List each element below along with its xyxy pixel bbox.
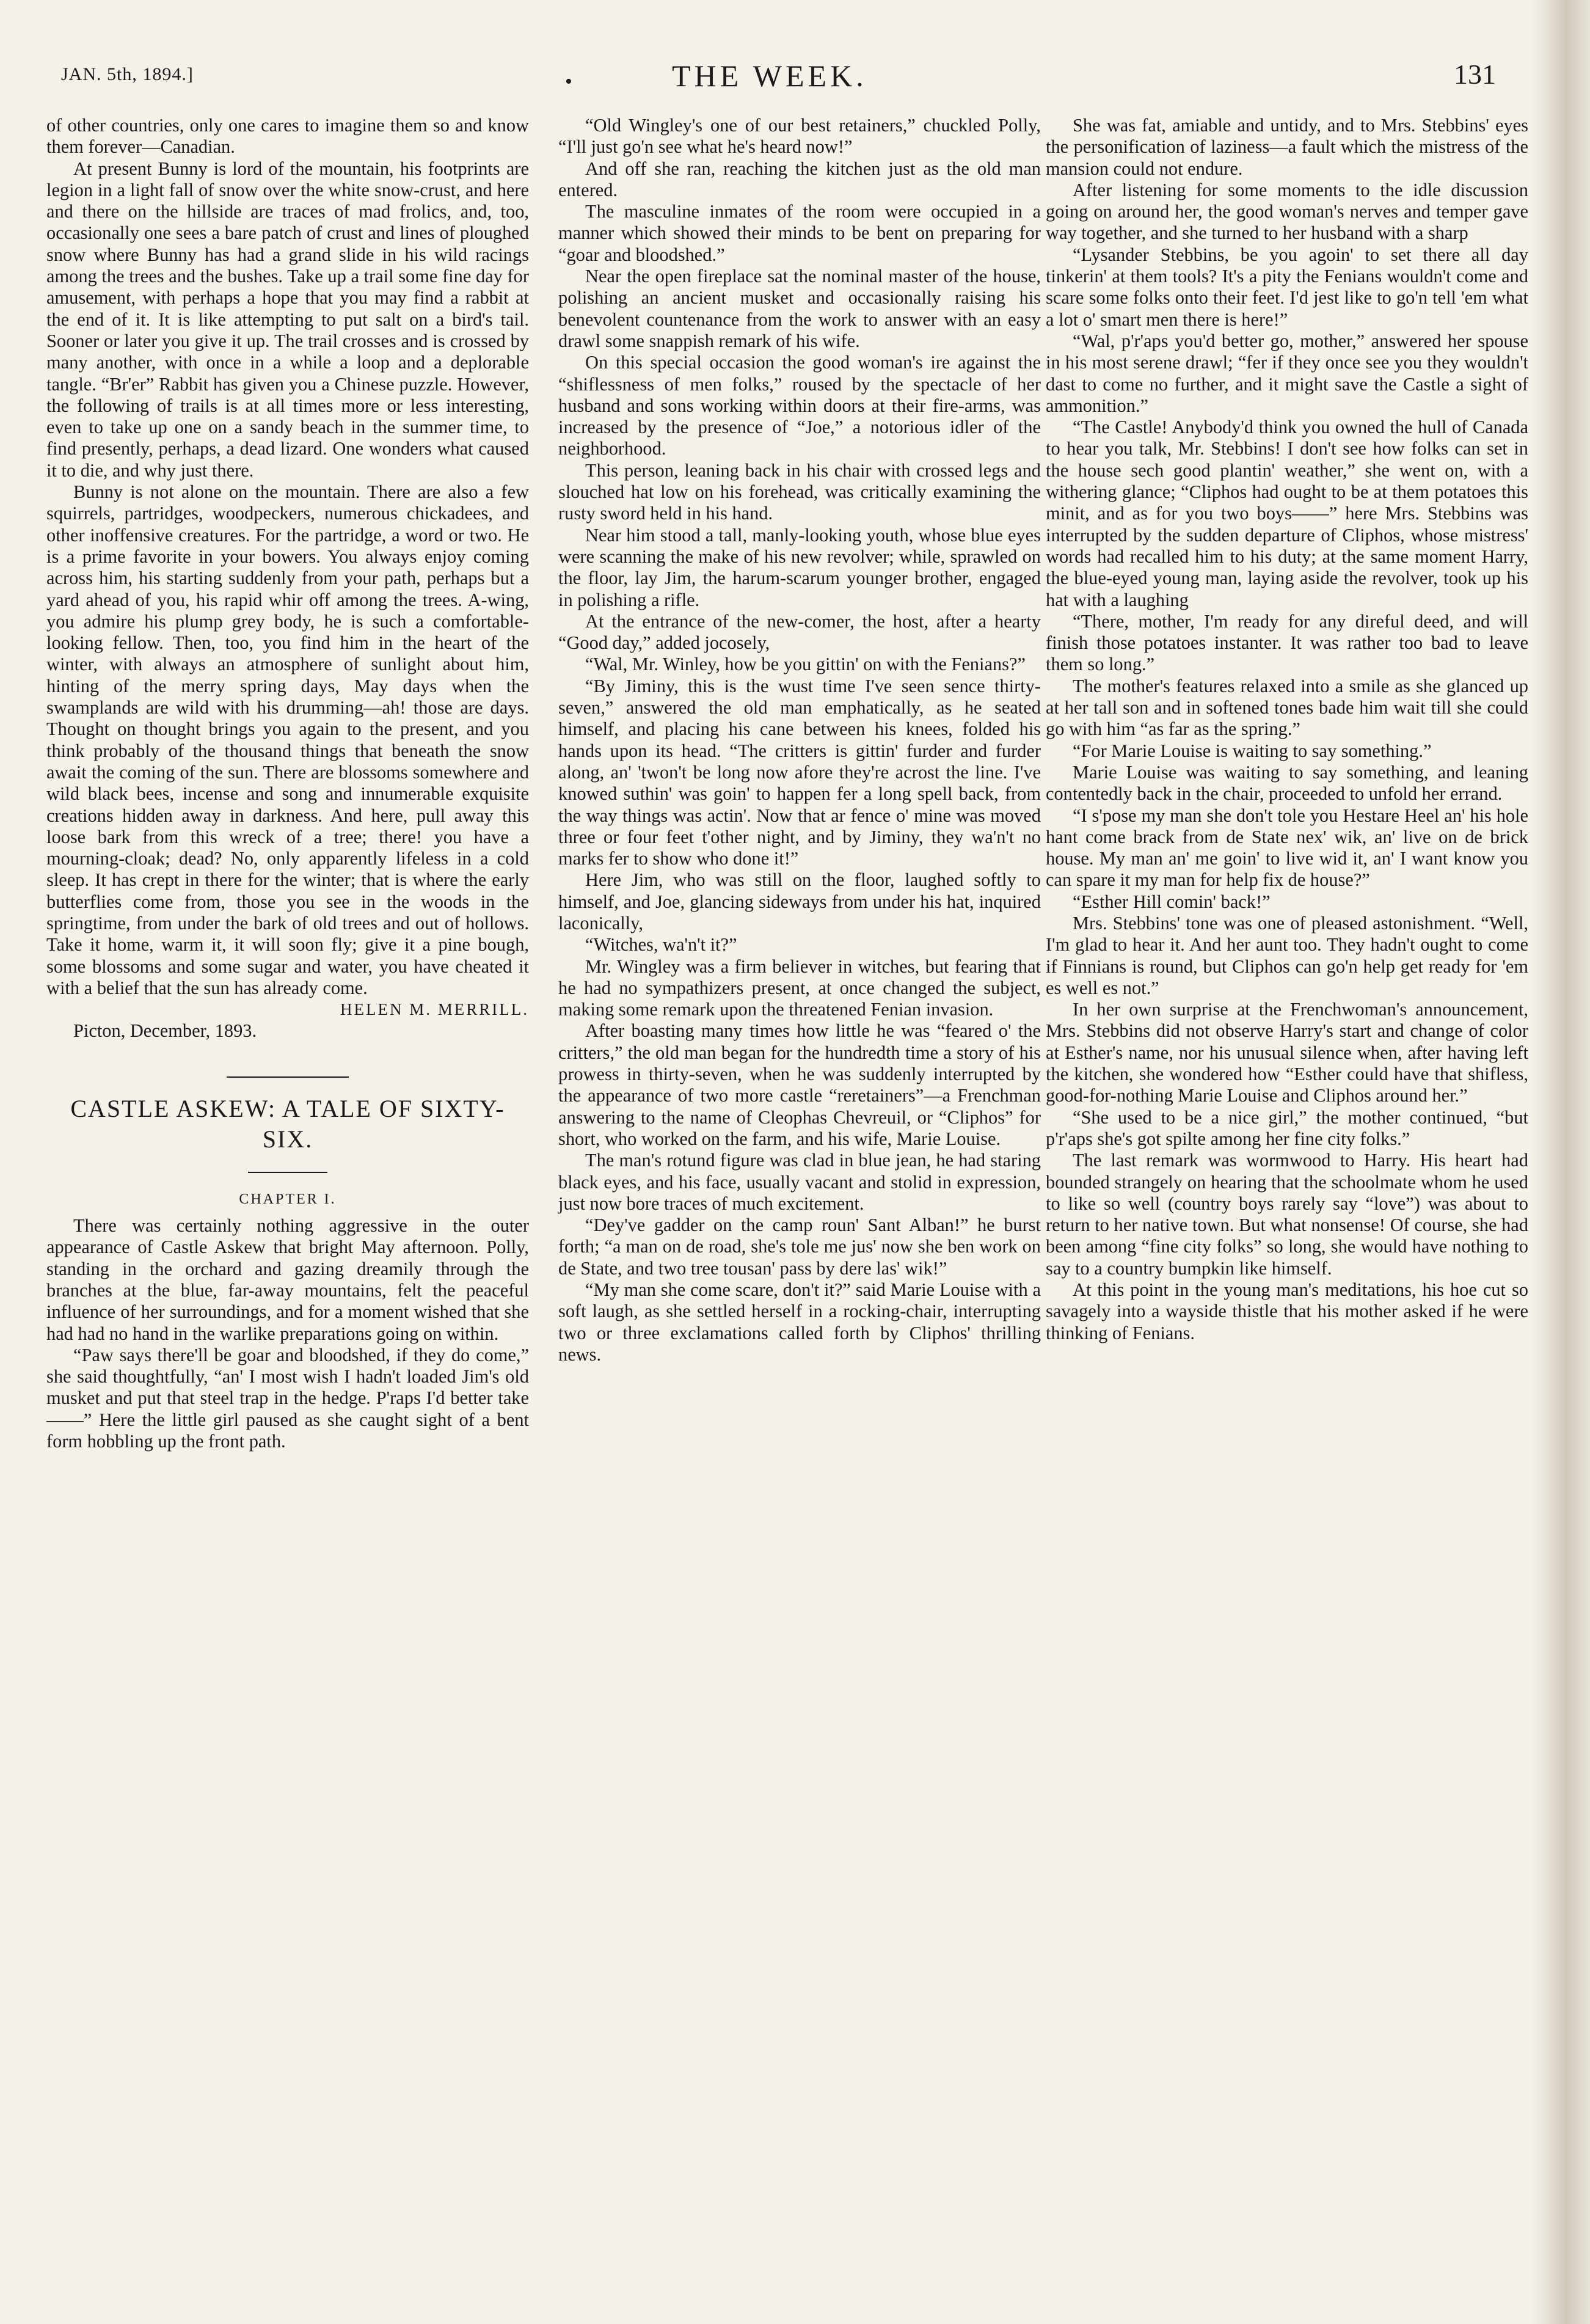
section-divider [227,1076,349,1078]
paragraph: Near him stood a tall, manly-looking youth, whose blue eyes were scanning the make of his new revolver; while, sprawled on the floor, lay Jim, the harum-scarum younger brother, engaged in polishing a rifle. [558,524,1041,610]
paragraph: And off she ran, reaching the kitchen just as the old man entered. [558,158,1041,200]
signature-place-date: Picton, December, 1893. [73,1020,257,1042]
paragraph: The last remark was wormwood to Harry. His heart had bounded strangely on hearing that the schoolmate whom he used to like so well (country boys rarely say “love”) was about to return to her native town. But what nonsense! Of course, she had been among “fine city folks” so long, she would have nothing to say to a country bumpkin like himself. [1046,1150,1528,1279]
column-2 [558,115,1041,1365]
paragraph: Mr. Wingley was a firm believer in witches, but fearing that he had no sympathizers present, at once changed the subject, making some remark upon the threatened Fenian invasion. [558,956,1041,1020]
paragraph: The masculine inmates of the room were occupied in a manner which showed their minds to be bent on preparing for “goar and bloodshed.” [558,201,1041,265]
paragraph: After boasting many times how little he was “feared o' the critters,” the old man began for the hundredth time a story of his prowess in thirty-seven, when he was suddenly interrupted by the appearance of two more castle “reretainers”—a Frenchman answering to the name of Cleophas Chevreuil, or “Cliphos” for short, who worked on the farm, and his wife, Marie Louise. [558,1020,1041,1149]
paragraph: The mother's features relaxed into a smile as she glanced up at her tall son and in softened tones bade him wait till she could go with him “as far as the spring.” [1046,675,1528,740]
paragraph: “Lysander Stebbins, be you agoin' to set there all day tinkerin' at them tools? It's a pity the Fenians wouldn't come and scare some folks onto their feet. I'd jest like to go'n tell 'em what a lot o' smart men there is here!” [1046,244,1528,330]
paragraph: “Paw says there'll be goar and bloodshed, if they do come,” she said thoughtfully, “an' I most wish I hadn't loaded Jim's old musket and put that steel trap in the hedge. P'raps I'd better take——” Here the little girl paused as she caught sight of a bent form hobbling up the front path. [46,1344,529,1452]
paragraph: “By Jiminy, this is the wust time I've seen sence thirty-seven,” answered the old man emphatically, as he seated himself, and placing his cane between his knees, folded his hands upon its head. “The critters is gittin' furder and furder along, an' 'twon't be long now afore they're acrost the line. I've knowed suthin' was goin' to happen fer a long spell back, from the way things was actin'. Now that ar fence o' mine was moved three or four feet t'other night, and by Jiminy, they wa'n't no marks fer to show who done it!” [558,675,1041,869]
column-1 [46,115,529,1452]
publication-title: THE WEEK. [672,59,867,93]
paragraph: Bunny is not alone on the mountain. There are also a few squirrels, partridges, woodpeckers, numerous chickadees, and other inoffensive creatures. For the partridge, a word or two. He is a prime favorite in your bowers. You always enjoy coming across him, his starting suddenly from your path, perhaps but a yard ahead of you, his rapid whir off among the trees. A-wing, you admire his plump grey body, he is such a comfortable-looking fellow. Then, too, you find him in the heart of the winter, with always an atmosphere of sunlight about him, hinting of the merry spring days, May days when the swamplands are wild with his drumming—ah! those are days. Thought on thought brings you again to the present, and you think probably of the thousand things that beneath the snow await the coming of the sun. There are blossoms somewhere and wild black bees, incense and song and innumerable exquisite creations hidden away in darkness. And here, pull away this loose bark from this wreck of a tree; there! you have a mourning-cloak; dead? No, only apparently lifeless in a cold sleep. It has crept in there for the winter; that is where the early butterflies come from, those you see in the woods in the springtime, from under the bark of old trees and out of hollows. Take it home, warm it, it will soon fly; give it a pine bough, some blossoms and some sugar and water, you have cheated it with a belief that the sun has already come. [46,481,529,998]
paragraph: Near the open fireplace sat the nominal master of the house, polishing an ancient musket and occasionally raising his benevolent countenance from the work to answer with an easy drawl some snappish remark of his wife. [558,266,1041,351]
page-header [0,58,1590,119]
paragraph: At the entrance of the new-comer, the host, after a hearty “Good day,” added jocosely, [558,610,1041,654]
paragraph: This person, leaning back in his chair with crossed legs and slouched hat low on his forehead, was critically examining the rusty sword held in his hand. [558,459,1041,524]
paragraph: “Dey've gadder on the camp roun' Sant Alban!” he burst forth; “a man on de road, she's tole me jus' now she ben work on de State, and two tree tousan' pass by dere las' wik!” [558,1215,1041,1279]
story-title: CASTLE ASKEW: A TALE OF SIXTY-SIX. [70,1094,505,1153]
paragraph: “Witches, wa'n't it?” [585,934,737,956]
paragraph: “She used to be a nice girl,” the mother continued, “but p'r'aps she's got spilte among her fine city folks.” [1046,1106,1528,1149]
paragraph: She was fat, amiable and untidy, and to Mrs. Stebbins' eyes the personification of laziness—a fault which the mistress of the mansion could not endure. [1046,115,1528,179]
paragraph: “Old Wingley's one of our best retainers,” chuckled Polly, “I'll just go'n see what he's heard now!” [558,115,1041,158]
paragraph: “Esther Hill comin' back!” [1073,891,1271,912]
paragraph: There was certainly nothing aggressive in the outer appearance of Castle Askew that bright May afternoon. Polly, standing in the orchard and gazing dreamily through the branches at the blue, far-away mountains, felt the peaceful influence of her surroundings, and for a moment wished that she had had no hand in the warlike preparations going on within. [46,1215,529,1344]
paragraph: After listening for some moments to the idle discussion going on around her, the good woman's nerves and temper gave way together, and she turned to her husband with a sharp [1046,179,1528,244]
paragraph: On this special occasion the good woman's ire against the “shiflessness of men folks,” roused by the spectacle of her husband and sons working within doors at their fire-arms, was increased by the presence of “Joe,” a notorious idler of the neighborhood. [558,352,1041,459]
page-number: 131 [1454,59,1496,90]
paragraph: The man's rotund figure was clad in blue jean, he had staring black eyes, and his face, usually vacant and stolid in expression, just now bore traces of much excitement. [558,1150,1041,1214]
paragraph: Marie Louise was waiting to say something, and leaning contentedly back in the chair, proceeded to unfold her errand. [1046,761,1528,805]
paragraph: “For Marie Louise is waiting to say something.” [1073,740,1432,761]
paragraph: “The Castle! Anybody'd think you owned the hull of Canada to hear you talk, Mr. Stebbins! I don't see how folks can set in the house sech good plantin' weather,” she went on, with a withering glance; “Cliphos had ought to be at them potatoes this minit, and as for you two boys——” here Mrs. Stebbins was interrupted by the sudden departure of Cliphos, whose mistress' words had recalled him to his duty; at the same moment Harry, the blue-eyed young man, laying aside the revolver, took up his hat with a laughing [1046,417,1528,610]
paragraph: “Wal, Mr. Winley, how be you gittin' on with the Fenians?” [585,654,1026,675]
paragraph: “There, mother, I'm ready for any direful deed, and will finish those potatoes instanter. It was rather too bad to leave them so long.” [1046,610,1528,675]
paragraph: In her own surprise at the Frenchwoman's announcement, Mrs. Stebbins did not observe Harry's start and change of color at Esther's name, nor his unusual silence when, after having left the kitchen, she wondered how “Esther could have that shifless, good-for-nothing Marie Louise and Cliphos around her.” [1046,999,1528,1106]
paragraph: Mrs. Stebbins' tone was one of pleased astonishment. “Well, I'm glad to hear it. And her aunt too. They hadn't ought to come if Finnians is round, but Cliphos can go'n help get ready for 'em es well es not.” [1046,912,1528,998]
paragraph: Here Jim, who was still on the floor, laughed softly to himself, and Joe, glancing sideways from under his hat, inquired laconically, [558,869,1041,934]
paragraph: At this point in the young man's meditations, his hoe cut so savagely into a wayside thistle that his mother asked if he were thinking of Fenians. [1046,1279,1528,1343]
title-divider [248,1172,327,1173]
column-3 [1046,115,1528,1344]
paragraph: “I s'pose my man she don't tole you Hestare Heel an' his hole hant come brack from de State nex' wik, an' live on de brick house. My man an' me goin' to live wid it, an' I want know you can spare it my man for help fix de house?” [1046,805,1528,891]
paragraph: of other countries, only one cares to imagine them so and know them forever—Canadian. [46,115,529,158]
page-edge-shadow [1530,0,1590,2324]
paragraph: “My man she come scare, don't it?” said Marie Louise with a soft laugh, as she settled herself in a rocking-chair, interrupting two or three exclamations called forth by Cliphos' thrilling news. [558,1279,1041,1365]
paragraph: “Wal, p'r'aps you'd better go, mother,” answered her spouse in his most serene drawl; “fer if they once see you they wouldn't dast to come no further, and it might save the Castle a sight of ammonition.” [1046,330,1528,416]
header-ornament: • [565,70,572,93]
author-signature: HELEN M. MERRILL. [340,1000,529,1019]
chapter-heading: CHAPTER I. [239,1191,337,1207]
issue-date: JAN. 5th, 1894.] [61,64,194,84]
paragraph: At present Bunny is lord of the mountain, his footprints are legion in a light fall of snow over the white snow-crust, and here and there on the hillside are traces of mad frolics, and, too, occasionally one sees a bare patch of crust and lines of ploughed snow where Bunny has had a grand slide in his wild racings among the trees and the bushes. Take up a trail some fine day for amusement, with perhaps a hope that you may find a rabbit at the end of it. It is like attempting to put salt on a bird's tail. Sooner or later you give it up. The trail crosses and is crossed by many another, with once in a while a loop and a deplorable tangle. “Br'er” Rabbit has given you a Chinese puzzle. However, the following of trails is at all times more or less interesting, even to take up one on a sandy beach in the summer time, to find presently, perhaps, a dead lizard. One wonders what caused it to die, and why just there. [46,158,529,481]
